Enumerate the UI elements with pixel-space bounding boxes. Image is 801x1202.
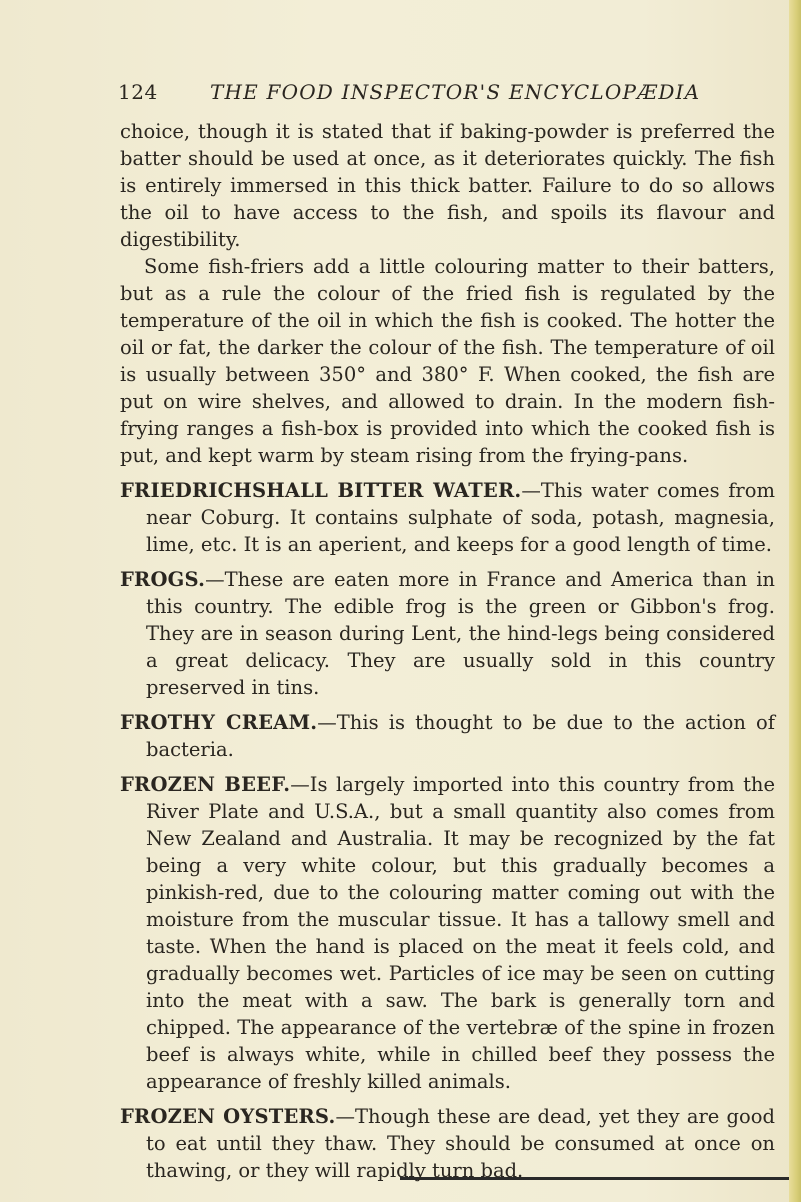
entry-headword: FROZEN BEEF. xyxy=(120,773,291,796)
paragraph-colouring: Some fish-friers add a little colouring matter to their batters, but as a rule the colour of the fried fish is regulated by the temperature of the oil in which the fish is cooked. The hotter the oil or fat, the darker the colour of the fish. The temperature of oil is usually between 350° and 380° F. When cooked, the fish are put on wire shelves, and allowed to drain. In the modern fish-frying ranges a fish-box is provided into which the cooked fish is put, and kept warm by steam rising from the frying-pans. xyxy=(120,255,775,467)
entry-text: —This is thought to be due to the action of bacteria. xyxy=(146,711,776,761)
page-edge xyxy=(789,0,801,1202)
entry-text: —This water comes from near Coburg. It contains sulphate of soda, potash, magnesia, lime, etc. It is an aperient, and keeps for a good length of time. xyxy=(146,479,775,556)
entry-text: —Though these are dead, yet they are good to eat until they thaw. They should be consumed at once on thawing, or they will rapidly turn bad. xyxy=(146,1105,775,1182)
page-body xyxy=(120,118,775,1184)
page-header xyxy=(118,80,758,104)
entry-headword: FROGS. xyxy=(120,568,206,591)
entry-text: —These are eaten more in France and America than in this country. The edible frog is the green or Gibbon's frog. They are in season during Lent, the hind-legs being considered a great delicacy. They are usually sold in this country preserved in tins. xyxy=(146,568,775,699)
running-title: THE FOOD INSPECTOR'S ENCYCLOPÆDIA xyxy=(210,80,701,104)
entry-headword: FRIEDRICHSHALL BITTER WATER. xyxy=(120,479,522,502)
entry-text: —Is largely imported into this country from the River Plate and U.S.A., but a small quantity also comes from New Zealand and Australia. It may be recognized by the fat being a very white colour, but this gradually becomes a pinkish-red, due to the colouring matter coming out with the moisture from the muscular tissue. It has a tallowy smell and taste. When the hand is placed on the meat it feels cold, and gradually becomes wet. Particles of ice may be seen on cutting into the meat with a saw. The bark is generally torn and chipped. The appearance of the vertebræ of the spine in frozen beef is always white, while in chilled beef they possess the appearance of freshly killed animals. xyxy=(146,773,775,1093)
entry-frogs xyxy=(120,566,775,701)
paragraph-continuation: choice, though it is stated that if baking-powder is preferred the batter should be used at once, as it deteriorates quickly. The fish is entirely immersed in this thick batter. Failure to do so allows the oil to have access to the fish, and spoils its flavour and digestibility. xyxy=(120,120,775,251)
entry-frozen-beef xyxy=(120,771,775,1095)
entry-friedrichshall xyxy=(120,477,775,558)
entry-frothy-cream xyxy=(120,709,775,763)
entry-headword: FROTHY CREAM. xyxy=(120,711,318,734)
entry-headword: FROZEN OYSTERS. xyxy=(120,1105,336,1128)
entry-frozen-oysters xyxy=(120,1103,775,1184)
page-number: 124 xyxy=(118,80,158,104)
